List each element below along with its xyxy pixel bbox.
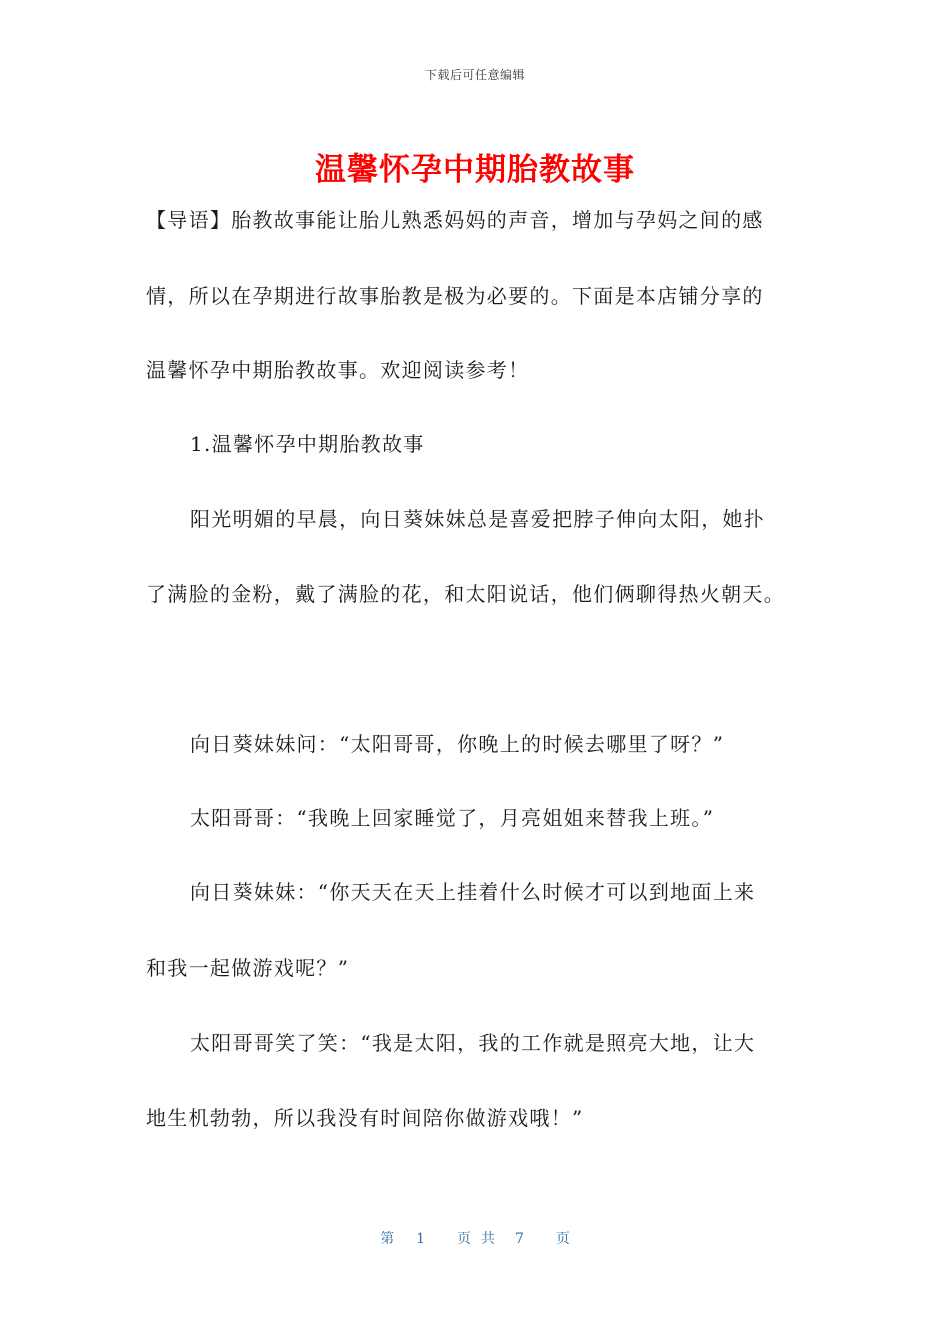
page-footer	[0, 1228, 950, 1248]
footer-total-pages: 7	[515, 1231, 524, 1247]
header-note: 下载后可任意编辑	[424, 68, 525, 82]
body-line: 了满脸的金粉，戴了满脸的花，和太阳说话，他们俩聊得热火朝天。	[146, 582, 785, 606]
footer-ye: 页	[555, 1231, 570, 1247]
footer-current-page: 1	[416, 1231, 425, 1247]
body-line: 向日葵妹妹：“你天天在天上挂着什么时候才可以到地面上来	[190, 880, 756, 904]
body-line: 情，所以在孕期进行故事胎教是极为必要的。下面是本店铺分享的	[146, 284, 764, 308]
body-line: 太阳哥哥：“我晚上回家睡觉了，月亮姐姐来替我上班。”	[190, 806, 715, 830]
body-line: 地生机勃勃，所以我没有时间陪你做游戏哦！”	[146, 1106, 584, 1130]
body-line: 阳光明媚的早晨，向日葵妹妹总是喜爱把脖子伸向太阳，她扑	[190, 507, 766, 531]
body-line: 太阳哥哥笑了笑：“我是太阳，我的工作就是照亮大地，让大	[190, 1031, 756, 1055]
body-line: 和我一起做游戏呢？”	[146, 956, 350, 980]
footer-ye-gong: 页共	[457, 1231, 505, 1247]
section-heading: 1.温馨怀孕中期胎教故事	[190, 432, 425, 456]
document-title: 温馨怀孕中期胎教故事	[315, 152, 635, 188]
body-line: 温馨怀孕中期胎教故事。欢迎阅读参考！	[146, 358, 530, 382]
body-line: 向日葵妹妹问：“太阳哥哥，你晚上的时候去哪里了呀？”	[190, 732, 725, 756]
body-line: 【导语】胎教故事能让胎儿熟悉妈妈的声音，增加与孕妈之间的感	[146, 208, 764, 232]
footer-di: 第	[380, 1231, 395, 1247]
